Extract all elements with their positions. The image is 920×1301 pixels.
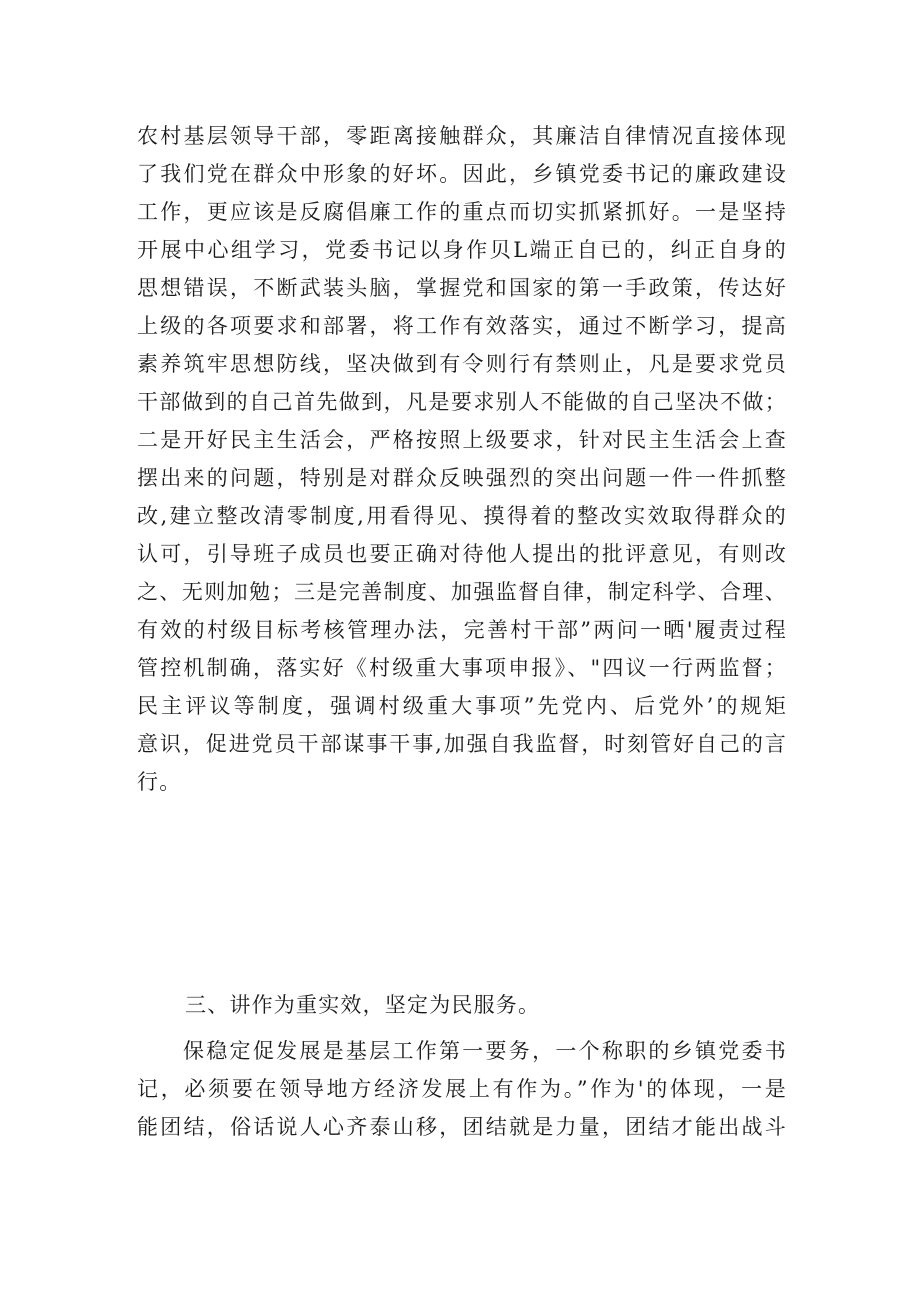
paragraph-line: 开展中心组学习，党委书记以身作贝L端正自已的，纠正自身的: [137, 238, 787, 262]
paragraph-line: 之、无则加勉；三是完善制度、加强监督自律，制定科学、合理、: [137, 580, 787, 604]
paragraph-line: 记，必须要在领导地方经济发展上有作为。”作为'的体现，一是: [137, 1077, 787, 1101]
paragraph-integrity: [137, 117, 787, 801]
paragraph-line: 工作，更应该是反腐倡廉工作的重点而切实抓紧抓好。一是坚持: [137, 200, 787, 224]
paragraph-line: 摆出来的问题，特别是对群众反映强烈的突出问题一件一件抓整: [137, 466, 787, 490]
paragraph-line: 上级的各项要求和部署，将工作有效落实，通过不断学习，提高: [137, 314, 787, 338]
paragraph-line: 二是开好民主生活会，严格按照上级要求，针对民主生活会上查: [137, 428, 787, 452]
paragraph-development: [137, 1032, 787, 1146]
paragraph-line: 素养筑牢思想防线，坚决做到有令则行有禁则止，凡是要求党员: [137, 352, 787, 376]
paragraph-line: 思想错误，不断武装头脑，掌握党和国家的第一手政策，传达好: [137, 276, 787, 300]
section-heading-text: 三、讲作为重实效，坚定为民服务。: [185, 993, 541, 1017]
paragraph-line: 行。: [137, 770, 182, 794]
paragraph-line: 民主评议等制度，强调村级重大事项”先党内、后党外’的规矩: [137, 694, 787, 718]
paragraph-line: 农村基层领导干部，零距离接触群众，其廉洁自律情况直接体现: [137, 124, 787, 148]
paragraph-line: 干部做到的自己首先做到，凡是要求别人不能做的自己坚决不做；: [137, 390, 787, 414]
paragraph-line: 意识，促进党员干部谋事干事,加强自我监督，时刻管好自己的言: [137, 732, 787, 756]
paragraph-line: 管控机制确，落实好《村级重大事项申报》、"四议一行两监督；: [137, 656, 787, 680]
paragraph-line: 保稳定促发展是基层工作第一要务，一个称职的乡镇党委书: [183, 1039, 787, 1063]
paragraph-line: 了我们党在群众中形象的好坏。因此，乡镇党委书记的廉政建设: [137, 162, 787, 186]
paragraph-line: 有效的村级目标考核管理办法，完善村干部”两问一晒'履责过程: [137, 618, 787, 642]
paragraph-line: 能团结，俗话说人心齐泰山移，团结就是力量，团结才能出战斗: [137, 1115, 787, 1139]
paragraph-line: 改,建立整改清零制度,用看得见、摸得着的整改实效取得群众的: [137, 504, 787, 528]
section-heading: [185, 986, 835, 1024]
paragraph-line: 认可，引导班子成员也要正确对待他人提出的批评意见，有则改: [137, 542, 787, 566]
